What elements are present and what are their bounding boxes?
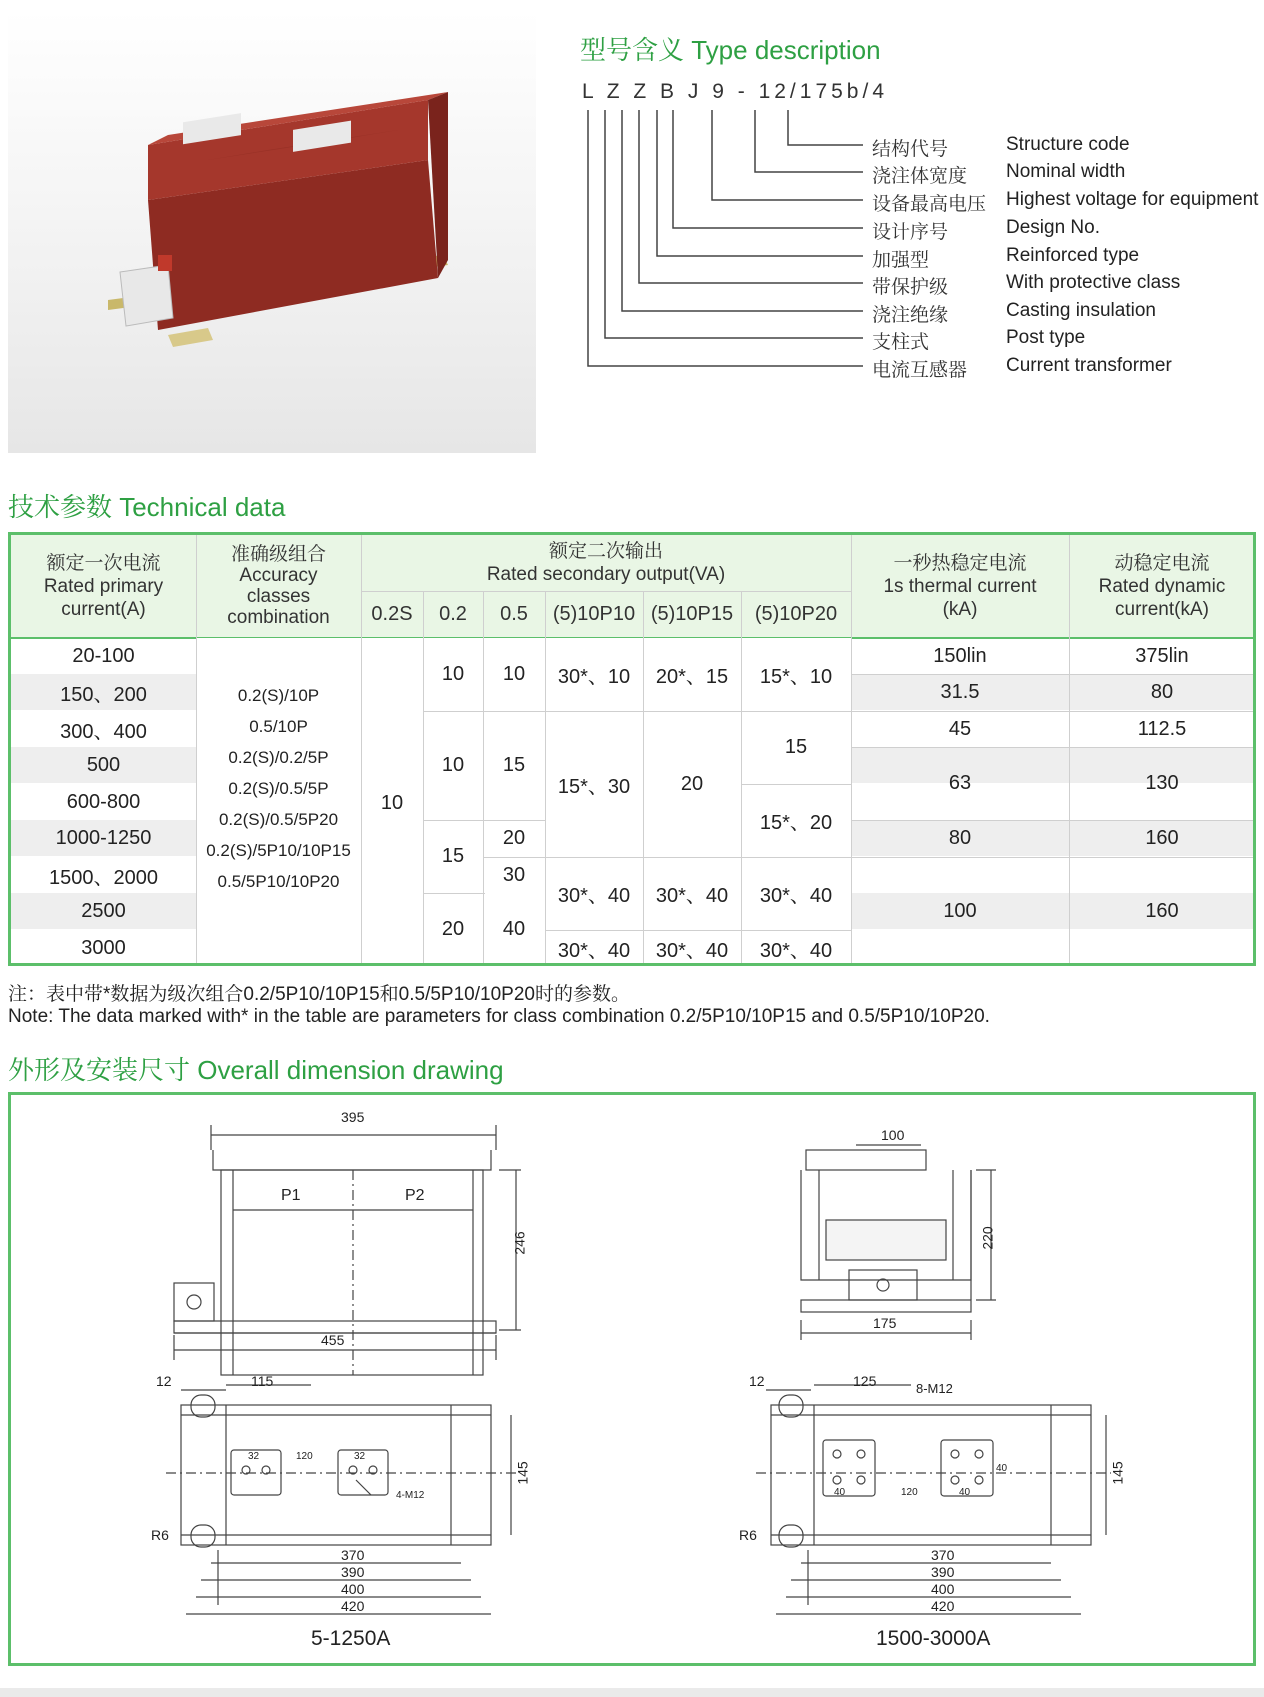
dim-label: 115	[251, 1373, 274, 1389]
value-cell: 30*、40	[655, 939, 729, 962]
thermal-cell: 63	[948, 772, 972, 794]
dynamic-cell: 375lin	[1135, 644, 1189, 667]
value-cell: 15	[441, 845, 465, 867]
dynamic-cell: 112.5	[1137, 717, 1187, 740]
type-item-en: With protective class	[1006, 272, 1181, 293]
value-cell: 10	[502, 663, 526, 685]
header-sub-02: 0.2	[439, 602, 467, 625]
value-cell: 10	[380, 791, 404, 814]
primary-current-cell: 150、200	[60, 684, 147, 706]
type-item-zh: 支柱式	[872, 332, 930, 353]
type-description-title: 型号含义 Type description	[580, 35, 881, 65]
dimension-drawings	[11, 1095, 1253, 1663]
value-cell: 30*、40	[557, 939, 631, 962]
type-item-zh: 设备最高电压	[872, 194, 987, 215]
value-cell: 30*、40	[557, 885, 631, 907]
primary-current-cell: 600-800	[66, 790, 141, 813]
thermal-cell: 80	[948, 827, 972, 849]
type-item-zh: 浇注绝缘	[872, 305, 949, 326]
dim-label: 145	[514, 1461, 531, 1485]
type-item-en: Casting insulation	[1006, 300, 1156, 321]
dim-label: 12	[156, 1373, 172, 1389]
header-primary: 额定一次电流 Rated primary current(A)	[43, 552, 164, 620]
primary-current-cell: 3000	[81, 936, 126, 959]
header-sub-10p10: (5)10P10	[552, 602, 636, 625]
primary-current-cell: 20-100	[72, 644, 135, 667]
thermal-cell: 150lin	[933, 644, 987, 667]
technical-data-table	[8, 532, 1256, 966]
type-item-zh: 加强型	[872, 250, 930, 271]
dimension-drawing-box	[8, 1092, 1256, 1666]
type-item-zh: 带保护级	[872, 277, 949, 298]
value-cell: 30*、10	[557, 666, 631, 688]
header-sub-10p15: (5)10P15	[650, 602, 734, 625]
dim-label: 125	[853, 1373, 877, 1389]
header-sub-05: 0.5	[500, 602, 528, 625]
value-cell: 15	[502, 754, 526, 776]
dim-label: 420	[931, 1598, 955, 1614]
value-cell: 30*、40	[655, 885, 729, 907]
dynamic-cell: 80	[1150, 681, 1174, 703]
value-cell: 20	[502, 827, 526, 849]
dim-label: 120	[901, 1487, 918, 1498]
dim-label: P1	[281, 1187, 301, 1204]
note-zh: 注：表中带*数据为级次组合0.2/5P10/10P15和0.5/5P10/10P20时的参数。	[8, 984, 630, 1005]
header-sub-10p20: (5)10P20	[754, 602, 838, 625]
dim-label: 246	[511, 1231, 528, 1255]
value-cell: 15*、30	[557, 775, 631, 798]
type-item-en: Reinforced type	[1006, 245, 1140, 266]
header-dynamic: 动稳定电流 Rated dynamic current(kA)	[1098, 552, 1226, 620]
dynamic-cell: 130	[1145, 772, 1179, 794]
type-item-zh: 设计序号	[872, 222, 949, 243]
primary-current-cell: 1000-1250	[55, 827, 152, 849]
value-cell: 20*、15	[655, 666, 729, 688]
thermal-cell: 100	[943, 900, 977, 922]
value-cell: 10	[441, 663, 465, 685]
primary-current-cell: 500	[86, 754, 121, 776]
transformer-illustration	[8, 10, 536, 453]
value-cell: 15*、10	[759, 666, 833, 688]
dimension-drawing-title: 外形及安装尺寸 Overall dimension drawing	[8, 1055, 504, 1085]
dim-label: 390	[931, 1564, 955, 1580]
dim-label: R6	[151, 1527, 169, 1543]
dim-label: 390	[341, 1564, 365, 1580]
primary-current-cell: 2500	[81, 900, 126, 922]
dim-label: 40	[959, 1487, 971, 1498]
thermal-cell: 31.5	[940, 681, 980, 703]
value-cell: 20	[680, 772, 704, 795]
drawing-caption-right: 1500-3000A	[876, 1627, 991, 1650]
dim-label: 370	[341, 1547, 365, 1563]
type-item-zh: 结构代号	[872, 139, 949, 160]
type-item-en: Design No.	[1006, 217, 1100, 238]
value-cell: 15	[784, 736, 808, 758]
dim-label: 420	[341, 1598, 365, 1614]
dim-label: 4-M12	[396, 1490, 425, 1501]
header-accuracy: 准确级组合 Accuracy classes combination	[227, 544, 330, 628]
dim-label: 395	[341, 1109, 365, 1125]
model-code: L Z Z B J 9 - 12/175b/4	[582, 80, 888, 103]
header-sub-02s: 0.2S	[371, 602, 413, 625]
value-cell: 30*、40	[759, 885, 833, 907]
type-item-en: Structure code	[1006, 134, 1130, 155]
value-cell: 15*、20	[759, 812, 833, 834]
type-item-en: Nominal width	[1006, 161, 1126, 182]
dynamic-cell: 160	[1145, 827, 1179, 849]
dim-label: 175	[873, 1315, 897, 1331]
dim-label: 32	[248, 1451, 260, 1462]
dim-label: 370	[931, 1547, 955, 1563]
footer-strip	[0, 1688, 1264, 1697]
value-cell: 20	[441, 918, 465, 940]
dim-label: 220	[979, 1226, 996, 1250]
dim-label: P2	[405, 1187, 425, 1204]
dim-label: 40	[996, 1463, 1008, 1474]
dim-label: 400	[341, 1581, 365, 1597]
value-cell: 40	[502, 918, 526, 940]
dim-label: 100	[881, 1127, 905, 1143]
dim-label: 400	[931, 1581, 955, 1597]
technical-data-title: 技术参数 Technical data	[8, 492, 286, 522]
primary-current-cell: 1500、2000	[49, 866, 158, 889]
note-en: Note: The data marked with* in the table are parameters for class combination 0.2/5P10/10P15 and 0.5/5P10/10P20.	[8, 1006, 990, 1027]
dim-label: 8-M12	[916, 1381, 953, 1396]
value-cell: 30	[502, 863, 526, 886]
header-thermal: 一秒热稳定电流 1s thermal current (kA)	[883, 552, 1037, 620]
value-cell: 10	[441, 754, 465, 776]
dim-label: 32	[354, 1451, 366, 1462]
type-item-en: Post type	[1006, 327, 1086, 348]
model-code-lines	[580, 105, 865, 375]
product-photo	[8, 10, 536, 453]
type-item-en: Current transformer	[1006, 355, 1172, 376]
type-item-en: Highest voltage for equipment	[1006, 189, 1259, 210]
dim-label: 120	[296, 1451, 313, 1462]
dim-label: 455	[321, 1332, 345, 1348]
dim-label: 145	[1109, 1461, 1126, 1485]
type-item-zh: 浇注体宽度	[872, 166, 968, 187]
dim-label: R6	[739, 1527, 757, 1543]
drawing-caption-left: 5-1250A	[311, 1627, 391, 1650]
dim-label: 12	[749, 1373, 765, 1389]
dim-label: 40	[834, 1487, 846, 1498]
dynamic-cell: 160	[1145, 900, 1179, 922]
primary-current-cell: 300、400	[60, 720, 147, 743]
thermal-cell: 45	[948, 717, 972, 740]
accuracy-classes-cell: 0.2(S)/10P 0.5/10P 0.2(S)/0.2/5P 0.2(S)/0.5/5P 0.2(S)/0.5/5P20 0.2(S)/5P10/10P15 0.5/5P10/10P20	[206, 685, 351, 891]
header-secondary: 额定二次输出 Rated secondary output(VA)	[486, 541, 726, 585]
value-cell: 30*、40	[759, 939, 833, 962]
type-item-zh: 电流互感器	[872, 360, 968, 381]
